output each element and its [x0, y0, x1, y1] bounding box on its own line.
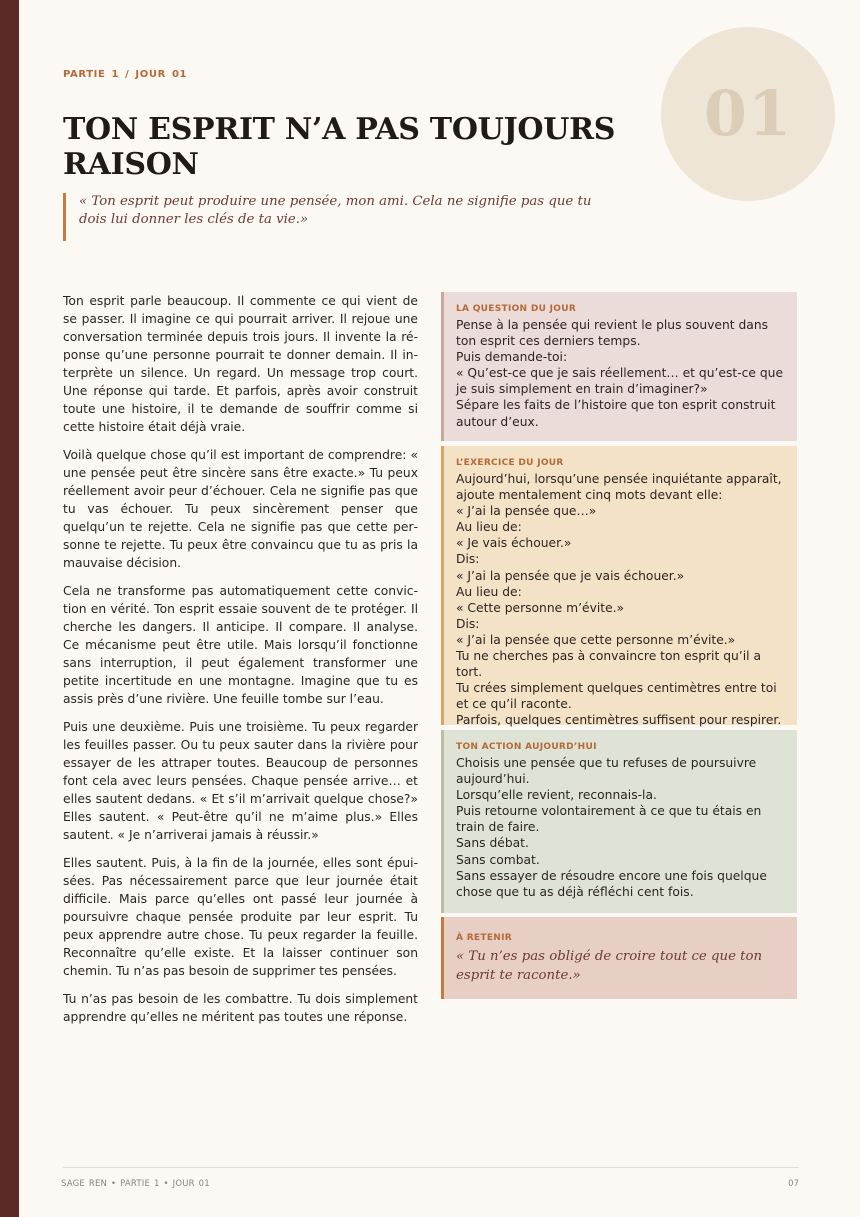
footer-divider: [63, 1167, 799, 1168]
body-paragraph: Ton esprit parle beaucoup. Il commente ce qui vient de se passer. Il imagine ce qui pourrait arriver. Il rejoue une conversation terminée depuis trois jours. Il invente la réponse qu’une personne pourrait te donner demain. Il interprète un silence. Un regard. Un message trop court. Une réponse qui tarde. Et parfois, après avoir construit toute une histoire, il te demande de souffrir comme si cette histoire était déjà vraie.: [63, 294, 418, 434]
exercise-line: Parfois, quelques centimètres suffisent pour respirer.: [456, 713, 782, 728]
action-line: Lorsqu’elle revient, reconnais-la.: [456, 788, 657, 803]
question-line: Pense à la pensée qui revient le plus souvent dans ton esprit ces derniers temps.: [456, 318, 769, 349]
exercise-label: L’EXERCICE DU JOUR: [456, 458, 564, 468]
exercise-line: « J’ai la pensée que cette personne m’évite.»: [456, 632, 736, 647]
page-title: TON ESPRIT N’A PAS TOUJOURS RAISON: [63, 112, 616, 182]
takeaway-quote: « Tu n’es pas obligé de croire tout ce que ton esprit te raconte.»: [456, 949, 763, 983]
body-paragraph: Puis une deuxième. Puis une troisième. Tu peux regarder les feuilles passer. Ou tu peux sauter dans la rivière pour essayer de les attraper toutes. Beaucoup de personnes font cela avec leurs pensées. Chaque pensée arrive… et elles sautent dedans. « Et s’il m’arrivait quelque chose?» Elles sautent. « Peut-être qu’il ne m’aime plus.» Elles sautent. « Je n’arriverai jamais à réussir.»: [63, 720, 418, 842]
exercise-line: Au lieu de:: [456, 520, 522, 535]
section-eyebrow: PARTIE 1 / JOUR 01: [63, 69, 188, 80]
action-today-box: [441, 730, 797, 913]
question-line: Sépare les faits de l’histoire que ton esprit construit autour d’eux.: [456, 398, 776, 429]
exercise-line: « Cette personne m’évite.»: [456, 600, 625, 615]
question-line: « Qu’est-ce que je sais réellement… et qu’est-ce que je suis simplement en train d’imaginer?»: [456, 366, 784, 397]
body-paragraph: Elles sautent. Puis, à la fin de la journée, elles sont épuisées. Pas nécessairement parce que leur journée était difficile. Mais parce qu’elles ont passé leur journée à poursuivre chaque pensée produite par leur esprit. Tu peux apprendre autre chose. Tu peux regarder la feuille. Reconnaître qu’elle existe. Et la laisser continuer son chemin. Tu n’as pas besoin de supprimer tes pensées.: [63, 856, 418, 978]
takeaway-label: À RETENIR: [456, 933, 512, 943]
exercise-line: Aujourd’hui, lorsqu’une pensée inquiétante apparaît, ajoute mentalement cinq mots devant elle:: [456, 472, 782, 503]
action-line: Sans débat.: [456, 836, 529, 851]
question-of-the-day-box: [441, 292, 797, 441]
action-line: Puis retourne volontairement à ce que tu étais en train de faire.: [456, 804, 762, 835]
exercise-line: « J’ai la pensée que…»: [456, 504, 597, 519]
action-label: TON ACTION AUJOURD’HUI: [456, 742, 597, 752]
exercise-line: Dis:: [456, 616, 480, 631]
body-paragraph: Tu n’as pas besoin de les combattre. Tu dois simplement apprendre qu’elles ne méritent pas toutes une réponse.: [63, 992, 418, 1024]
action-line: Choisis une pensée que tu refuses de poursuivre aujourd’hui.: [456, 756, 757, 787]
body-text-column: [63, 292, 418, 1036]
exercise-line: « Je vais échouer.»: [456, 536, 572, 551]
opening-quote: « Ton esprit peut produire une pensée, mon ami. Cela ne signifie pas que tu dois lui donner les clés de ta vie.»: [63, 193, 623, 241]
page-spine-bar: [0, 0, 19, 1217]
body-paragraph: Cela ne transforme pas automatiquement cette conviction en vérité. Ton esprit essaie souvent de te protéger. Il cherche les dangers. Il anticipe. Il compare. Il analyse. Ce mécanisme peut être utile. Mais lorsqu’il fonctionne sans interruption, il peut également transformer une petite incertitude en une montagne. Imagine que tu es assis près d’une rivière. Une feuille tombe sur l’eau.: [63, 584, 418, 706]
exercise-line: Au lieu de:: [456, 584, 522, 599]
key-takeaway-box: [441, 917, 797, 999]
body-paragraph: Voilà quelque chose qu’il est important de comprendre: « une pensée peut être sincère sans être exacte.» Tu peux réellement avoir peur d’échouer. Cela ne signifie pas que tu vas échouer. Tu peux sincèrement penser que quelqu’un te rejette. Cela ne signifie pas que cette personne te rejette. Tu peux être convaincu que tu as pris la mauvaise décision.: [63, 448, 418, 570]
exercise-line: Dis:: [456, 552, 480, 567]
exercise-line: Tu crées simplement quelques centimètres entre toi et ce qu’il raconte.: [456, 681, 777, 712]
question-line: Puis demande-toi:: [456, 350, 568, 365]
action-line: Sans essayer de résoudre encore une fois quelque chose que tu as déjà réfléchi cent fois.: [456, 868, 767, 899]
day-number: 01: [703, 77, 793, 150]
action-line: Sans combat.: [456, 852, 540, 867]
exercise-line: Tu ne cherches pas à convaincre ton esprit qu’il a tort.: [456, 649, 761, 680]
exercise-line: « J’ai la pensée que je vais échouer.»: [456, 568, 685, 583]
question-label: LA QUESTION DU JOUR: [456, 304, 577, 314]
exercise-of-the-day-box: [441, 446, 797, 728]
footer-running-head: SAGE REN • PARTIE 1 • JOUR 01: [61, 1179, 210, 1189]
page-number: 07: [788, 1179, 799, 1189]
